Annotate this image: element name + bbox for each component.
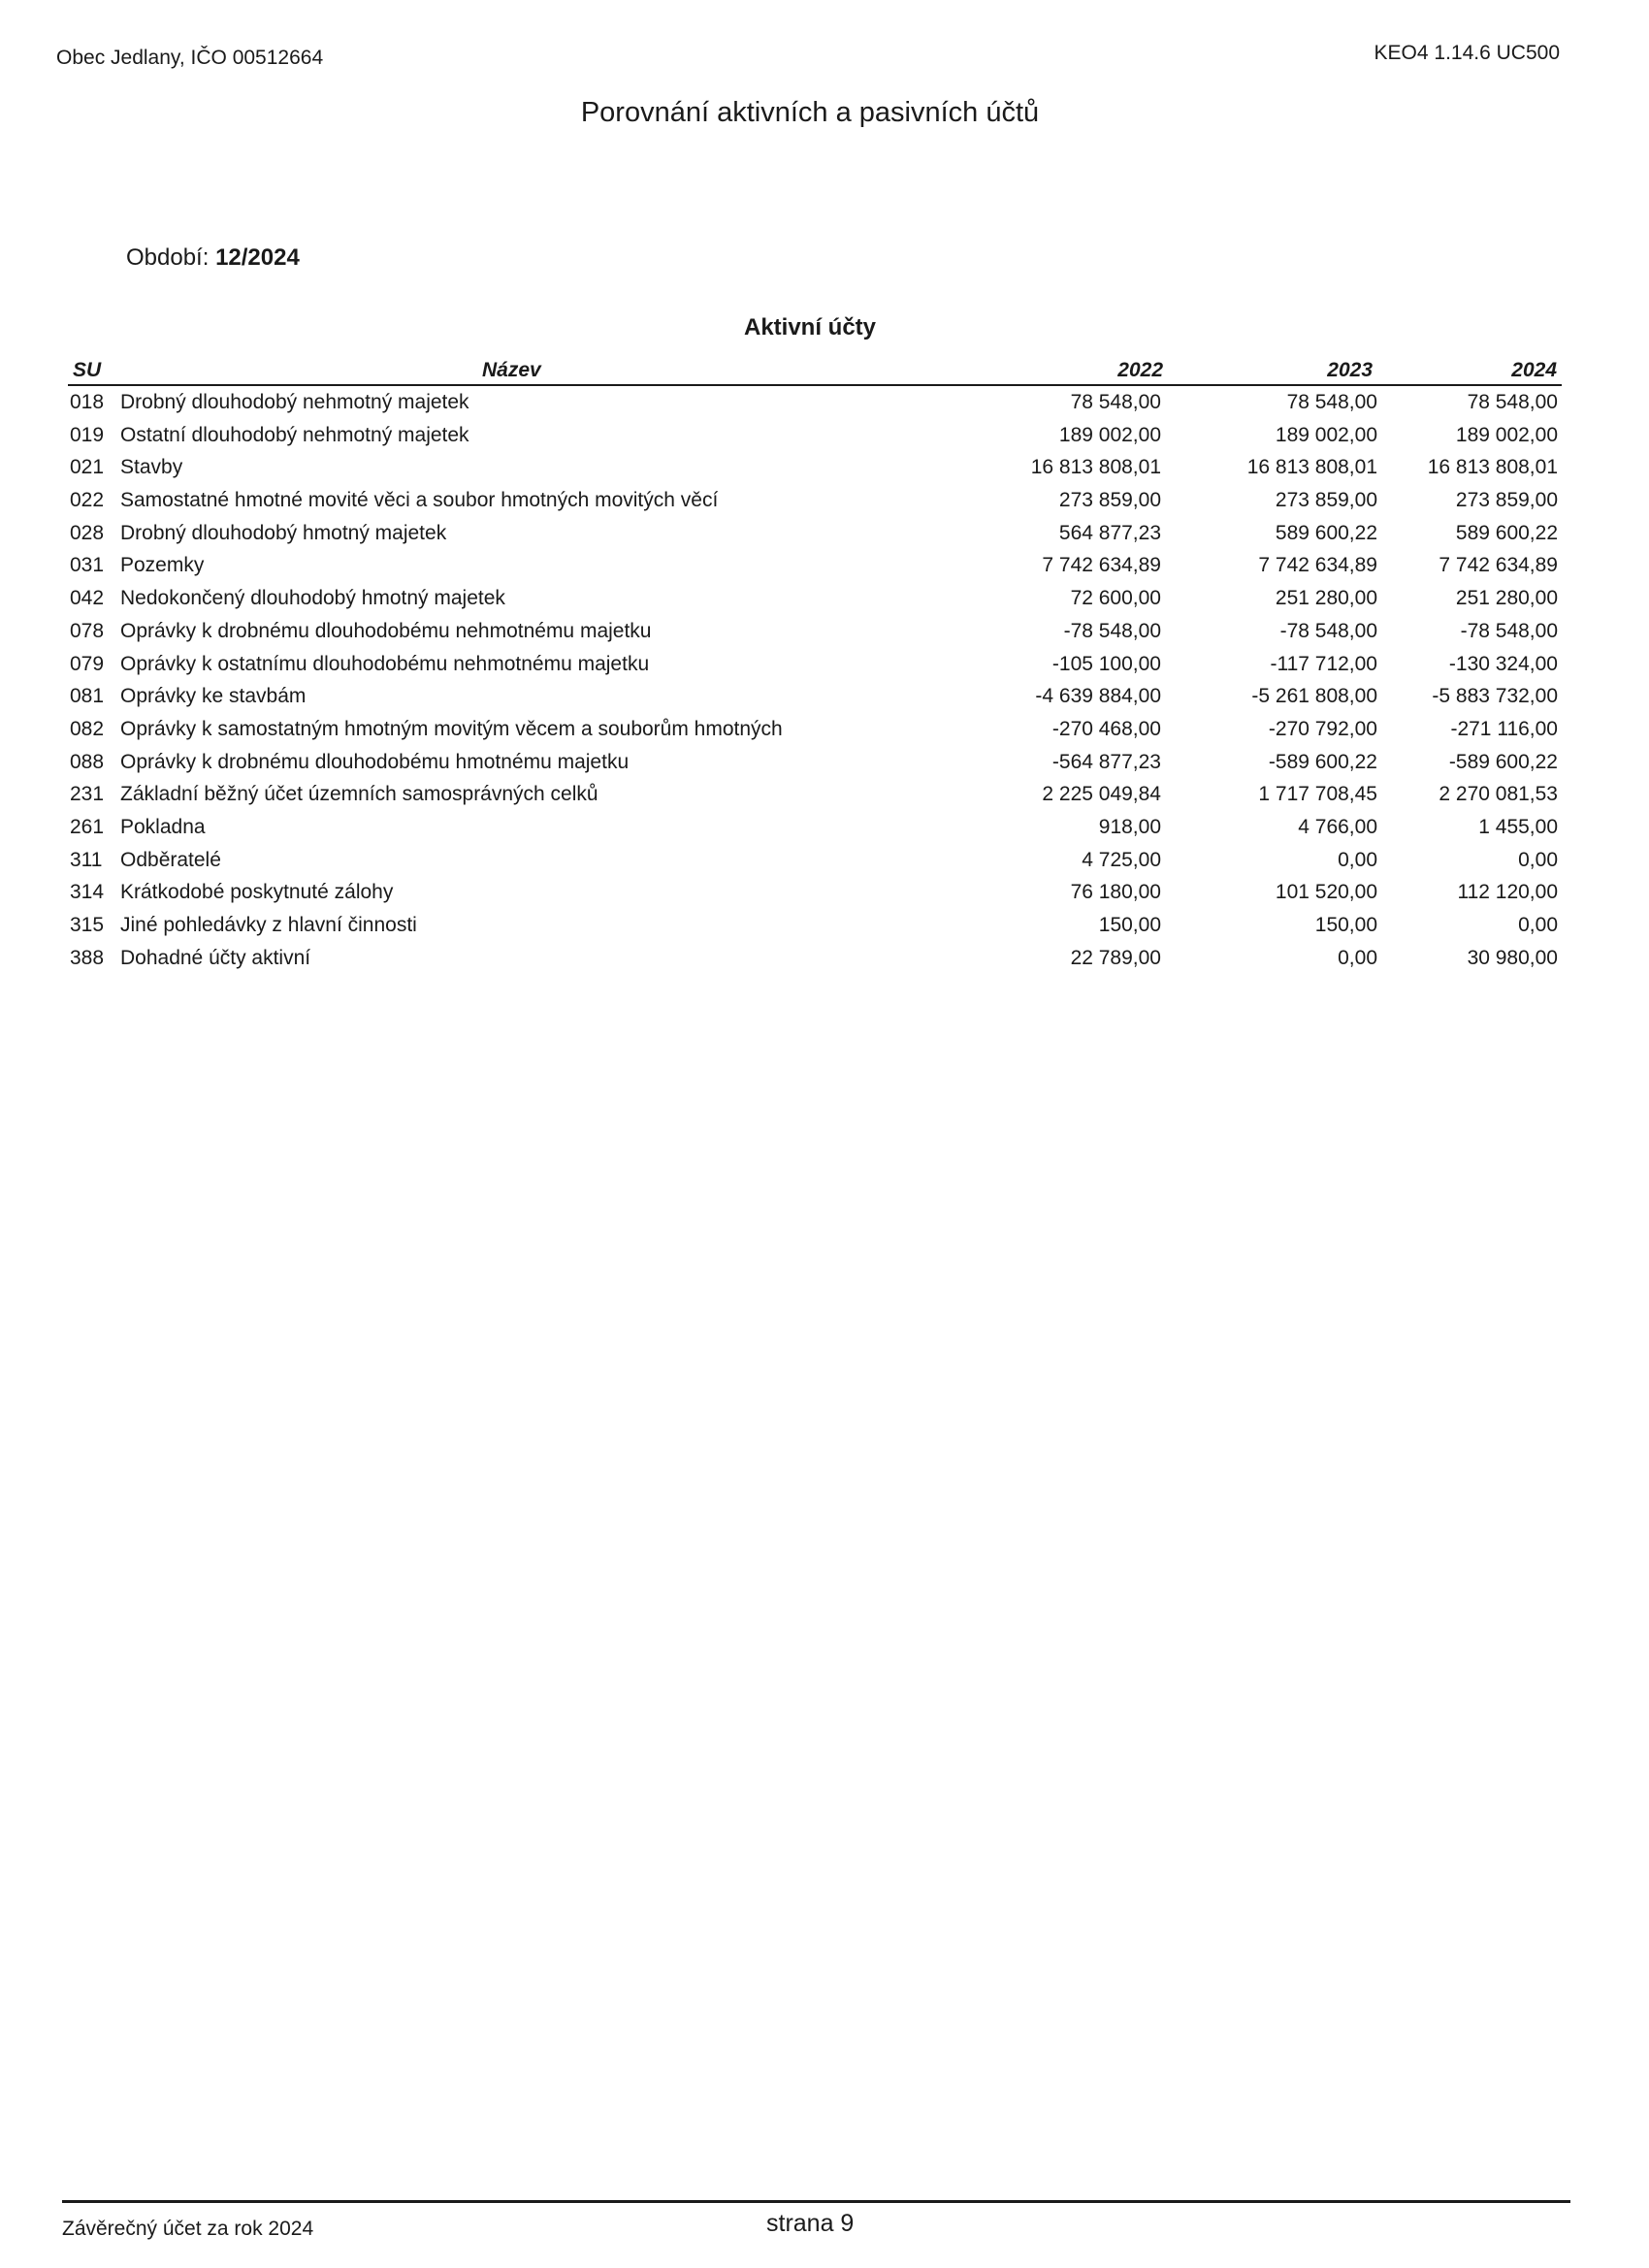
cell-name: Drobný dlouhodobý hmotný majetek [120, 521, 447, 544]
cell-2022: 72 600,00 [1070, 587, 1161, 610]
cell-2022: 150,00 [1098, 914, 1161, 936]
table-row [68, 942, 1562, 975]
cell-su: 388 [70, 946, 105, 969]
table-row [68, 811, 1562, 844]
cell-2023: 16 813 808,01 [1246, 456, 1377, 479]
cell-name: Oprávky k ostatnímu dlouhodobému nehmotnému majetku [120, 652, 650, 675]
cell-su: 022 [70, 489, 105, 512]
cell-2024: 112 120,00 [1457, 881, 1558, 904]
cell-su: 231 [70, 783, 105, 806]
cell-2024: -78 548,00 [1460, 619, 1558, 642]
cell-2022: 78 548,00 [1070, 391, 1161, 413]
cell-su: 021 [70, 456, 105, 479]
cell-2023: -589 600,22 [1268, 750, 1377, 773]
footer-divider [62, 2200, 1570, 2203]
cell-2024: 7 742 634,89 [1439, 554, 1558, 577]
table-row [68, 549, 1562, 582]
cell-name: Krátkodobé poskytnuté zálohy [120, 881, 394, 904]
table-body [68, 386, 1562, 974]
period-value: 12/2024 [215, 244, 300, 271]
cell-name: Základní běžný účet územních samosprávných celků [120, 783, 598, 806]
cell-2024: 1 455,00 [1478, 815, 1558, 838]
cell-name: Oprávky k drobnému dlouhodobému hmotnému majetku [120, 750, 630, 773]
column-header-2024: 2024 [1511, 359, 1557, 381]
cell-2024: 2 270 081,53 [1439, 783, 1558, 806]
cell-su: 018 [70, 391, 105, 413]
cell-su: 019 [70, 423, 105, 446]
table-row [68, 680, 1562, 713]
footer-document-name: Závěrečný účet za rok 2024 [62, 2218, 314, 2240]
cell-2024: 30 980,00 [1467, 946, 1558, 969]
cell-2023: 589 600,22 [1275, 521, 1377, 544]
period-label: Období: [126, 244, 216, 271]
cell-name: Oprávky ke stavbám [120, 685, 307, 708]
cell-2024: -271 116,00 [1450, 717, 1558, 740]
cell-su: 082 [70, 717, 105, 740]
cell-2023: 0,00 [1338, 946, 1377, 969]
table-row [68, 844, 1562, 877]
table-row [68, 778, 1562, 811]
cell-name: Dohadné účty aktivní [120, 946, 311, 969]
cell-2024: -130 324,00 [1448, 652, 1558, 675]
page-number: strana 9 [766, 2210, 855, 2237]
cell-name: Stavby [120, 456, 183, 479]
cell-2024: 78 548,00 [1467, 391, 1558, 413]
table-row [68, 484, 1562, 517]
cell-su: 031 [70, 554, 105, 577]
software-version: KEO4 1.14.6 UC500 [1374, 42, 1560, 64]
cell-name: Pokladna [120, 815, 206, 838]
cell-2023: 1 717 708,45 [1258, 783, 1377, 806]
table-row [68, 517, 1562, 550]
cell-name: Odběratelé [120, 848, 221, 871]
cell-name: Jiné pohledávky z hlavní činnosti [120, 914, 417, 936]
cell-2024: 273 859,00 [1455, 489, 1558, 512]
cell-2022: -105 100,00 [1051, 652, 1161, 675]
period [126, 244, 300, 272]
cell-2022: 189 002,00 [1058, 423, 1161, 446]
cell-name: Samostatné hmotné movité věci a soubor hmotných movitých věcí [120, 489, 719, 512]
cell-2024: 0,00 [1518, 848, 1558, 871]
cell-2022: 22 789,00 [1070, 946, 1161, 969]
cell-2023: 0,00 [1338, 848, 1377, 871]
page-title: Porovnání aktivních a pasivních účtů [580, 97, 1040, 128]
cell-2024: 16 813 808,01 [1427, 456, 1558, 479]
cell-2022: 4 725,00 [1082, 848, 1161, 871]
table-row [68, 648, 1562, 681]
cell-2023: 101 520,00 [1275, 881, 1377, 904]
cell-name: Nedokončený dlouhodobý hmotný majetek [120, 587, 505, 610]
cell-2022: -78 548,00 [1063, 619, 1161, 642]
cell-su: 261 [70, 815, 105, 838]
table-row [68, 713, 1562, 746]
column-header-2023: 2023 [1327, 359, 1373, 381]
cell-name: Oprávky k drobnému dlouhodobému nehmotnému majetku [120, 619, 652, 642]
cell-su: 314 [70, 881, 105, 904]
cell-2023: -5 261 808,00 [1251, 685, 1377, 708]
cell-2023: 150,00 [1314, 914, 1377, 936]
cell-name: Drobný dlouhodobý nehmotný majetek [120, 391, 469, 413]
cell-su: 078 [70, 619, 105, 642]
table-row [68, 386, 1562, 419]
cell-su: 088 [70, 750, 105, 773]
column-header-2022: 2022 [1117, 359, 1163, 381]
cell-name: Ostatní dlouhodobý nehmotný majetek [120, 423, 469, 446]
table-row [68, 746, 1562, 779]
cell-2022: 918,00 [1098, 815, 1161, 838]
cell-su: 311 [70, 848, 103, 871]
table-row [68, 615, 1562, 648]
cell-2024: -5 883 732,00 [1432, 685, 1558, 708]
cell-su: 079 [70, 652, 105, 675]
table-row [68, 909, 1562, 942]
cell-2024: -589 600,22 [1448, 750, 1558, 773]
cell-2022: 273 859,00 [1058, 489, 1161, 512]
organization-name: Obec Jedlany, IČO 00512664 [56, 47, 324, 69]
cell-su: 315 [70, 914, 105, 936]
cell-2023: 251 280,00 [1275, 587, 1377, 610]
cell-2023: 189 002,00 [1275, 423, 1377, 446]
cell-2023: -270 792,00 [1268, 717, 1377, 740]
cell-name: Pozemky [120, 554, 205, 577]
cell-2024: 0,00 [1518, 914, 1558, 936]
cell-2022: -4 639 884,00 [1035, 685, 1161, 708]
cell-su: 042 [70, 587, 105, 610]
cell-2024: 189 002,00 [1455, 423, 1558, 446]
column-header-name: Název [482, 359, 541, 381]
cell-2023: 273 859,00 [1275, 489, 1377, 512]
cell-2022: 2 225 049,84 [1042, 783, 1161, 806]
cell-name: Oprávky k samostatným hmotným movitým věcem a souborům hmotných [120, 717, 783, 740]
cell-2023: -78 548,00 [1279, 619, 1377, 642]
table-row [68, 582, 1562, 615]
table-row [68, 876, 1562, 909]
section-title: Aktivní účty [743, 314, 877, 340]
accounts-table [68, 355, 1562, 974]
cell-2023: 7 742 634,89 [1258, 554, 1377, 577]
cell-2023: -117 712,00 [1270, 652, 1377, 675]
cell-2022: -270 468,00 [1051, 717, 1161, 740]
table-row [68, 451, 1562, 484]
cell-2022: 564 877,23 [1058, 521, 1161, 544]
cell-su: 081 [70, 685, 105, 708]
column-header-su: SU [73, 359, 102, 381]
table-row [68, 419, 1562, 452]
cell-2023: 78 548,00 [1286, 391, 1377, 413]
cell-2022: -564 877,23 [1051, 750, 1161, 773]
cell-2022: 76 180,00 [1070, 881, 1161, 904]
cell-2022: 16 813 808,01 [1030, 456, 1161, 479]
cell-2024: 589 600,22 [1455, 521, 1558, 544]
cell-2023: 4 766,00 [1298, 815, 1377, 838]
table-header [68, 355, 1562, 386]
cell-2024: 251 280,00 [1455, 587, 1558, 610]
cell-2022: 7 742 634,89 [1042, 554, 1161, 577]
cell-su: 028 [70, 521, 105, 544]
